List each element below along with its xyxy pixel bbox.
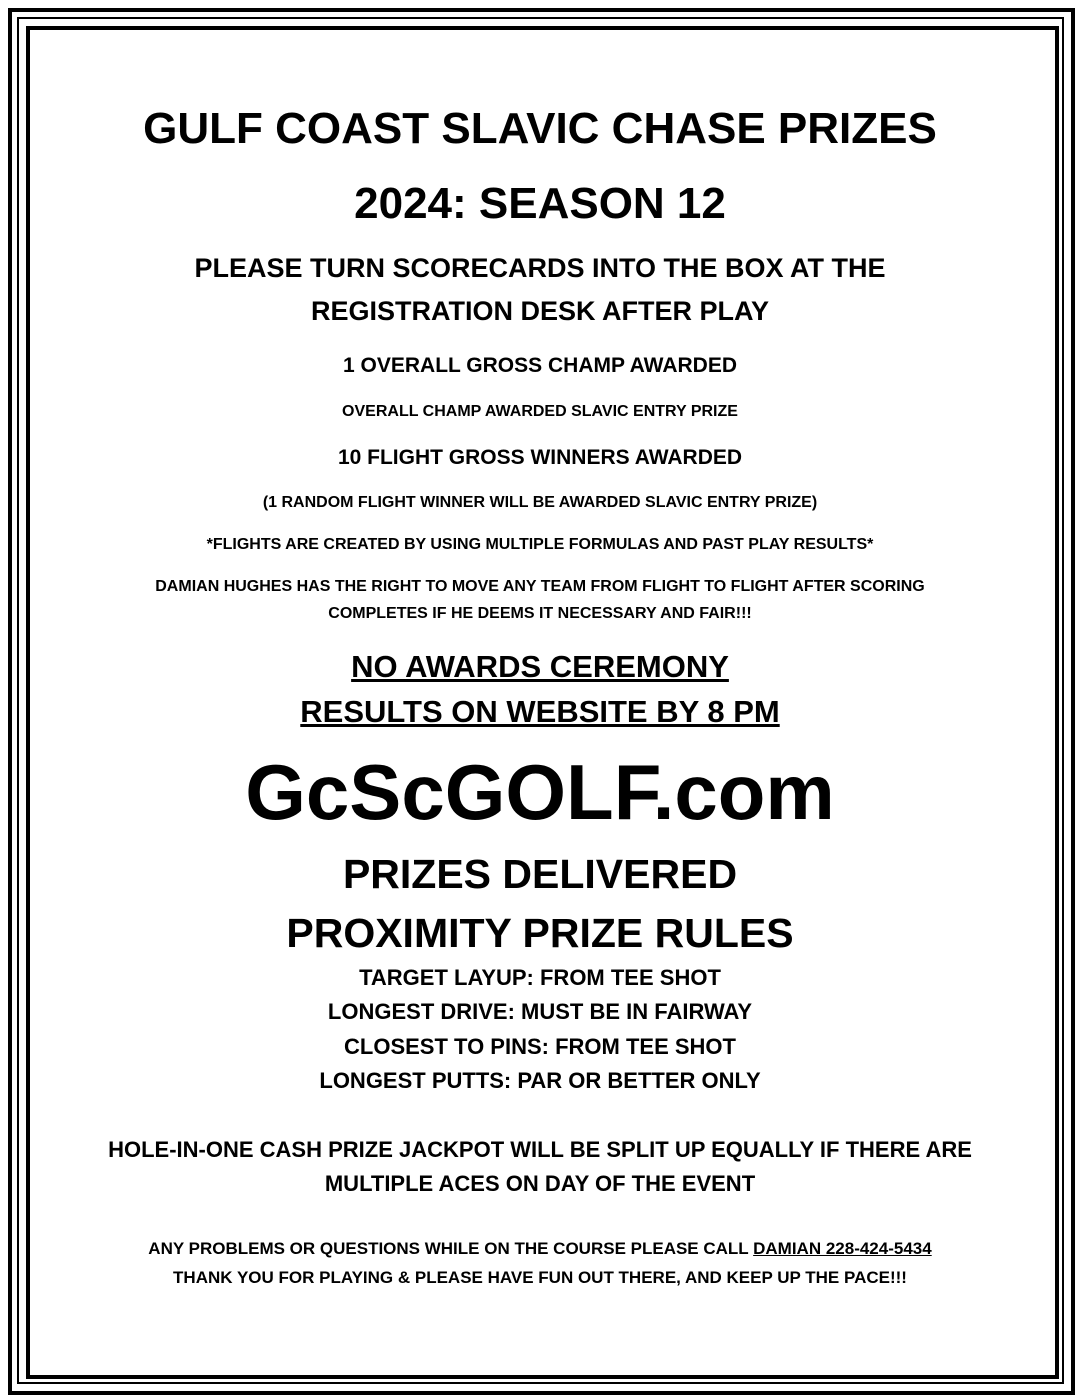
scorecard-instruction-line1: PLEASE TURN SCORECARDS INTO THE BOX AT THE [194, 253, 886, 283]
rule-item: TARGET LAYUP: FROM TEE SHOT [359, 965, 721, 990]
overall-champ: 1 OVERALL GROSS CHAMP AWARDED [343, 354, 737, 377]
flight-winners: 10 FLIGHT GROSS WINNERS AWARDED [337, 446, 743, 469]
damian-note-line1: DAMIAN HUGHES HAS THE RIGHT TO MOVE ANY TEAM FROM FLIGHT TO FLIGHT AFTER SCORING [155, 578, 925, 595]
contact-phone[interactable]: DAMIAN 228-424-5434 [753, 1239, 932, 1258]
overall-champ-prize: OVERALL CHAMP AWARDED SLAVIC ENTRY PRIZE [342, 403, 738, 420]
contact-prefix: ANY PROBLEMS OR QUESTIONS WHILE ON THE COURSE PLEASE CALL [148, 1239, 754, 1258]
proximity-heading: PROXIMITY PRIZE RULES [286, 910, 794, 956]
flights-note: *FLIGHTS ARE CREATED BY USING MULTIPLE FORMULAS AND PAST PLAY RESULTS* [206, 536, 874, 553]
hole-in-one-line2: MULTIPLE ACES ON DAY OF THE EVENT [324, 1171, 756, 1196]
damian-note-line2: COMPLETES IF HE DEEMS IT NECESSARY AND FAIR!!! [328, 605, 752, 622]
scorecard-instruction-line2: REGISTRATION DESK AFTER PLAY [310, 296, 770, 326]
season-heading: 2024: SEASON 12 [354, 179, 726, 228]
hole-in-one-line1: HOLE-IN-ONE CASH PRIZE JACKPOT WILL BE SPLIT UP EQUALLY IF THERE ARE [108, 1137, 972, 1162]
rule-item: LONGEST DRIVE: MUST BE IN FAIRWAY [327, 999, 753, 1024]
rule-item: LONGEST PUTTS: PAR OR BETTER ONLY [319, 1068, 761, 1093]
contact-line [40, 1240, 1040, 1259]
website-url[interactable]: GcScGOLF.com [245, 748, 835, 836]
thank-you-line: THANK YOU FOR PLAYING & PLEASE HAVE FUN OUT THERE, AND KEEP UP THE PACE!!! [173, 1268, 907, 1287]
prizes-delivered: PRIZES DELIVERED [342, 851, 738, 897]
rule-item: CLOSEST TO PINS: FROM TEE SHOT [344, 1034, 736, 1059]
random-flight-note: (1 RANDOM FLIGHT WINNER WILL BE AWARDED SLAVIC ENTRY PRIZE) [262, 494, 818, 511]
page-title: GULF COAST SLAVIC CHASE PRIZES [143, 104, 937, 153]
results-time: RESULTS ON WEBSITE BY 8 PM [300, 694, 780, 729]
no-awards-ceremony: NO AWARDS CEREMONY [351, 649, 729, 684]
